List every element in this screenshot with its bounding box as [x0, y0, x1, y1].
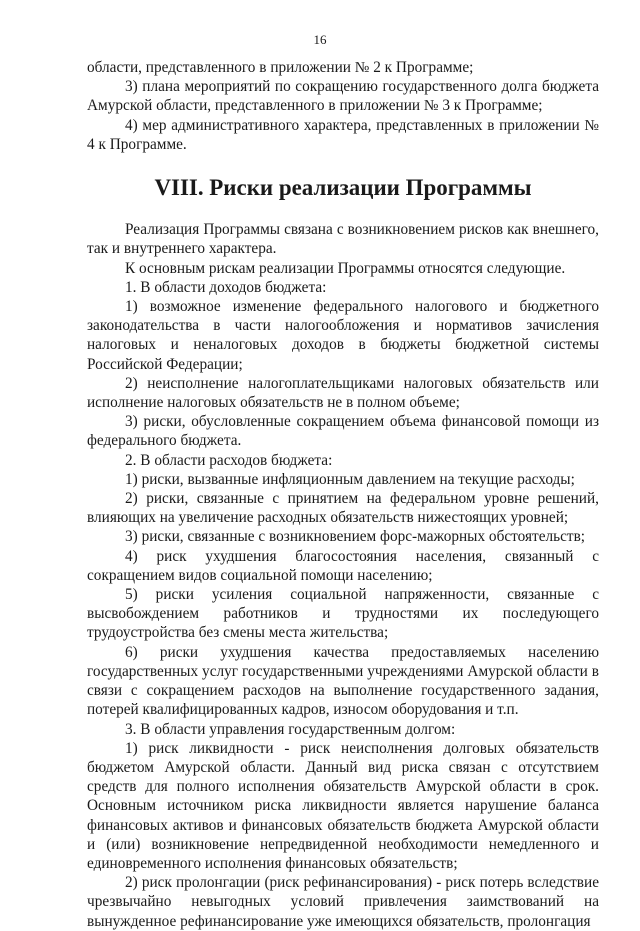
paragraph: 2) риски, связанные с принятием на федеральном уровне решений, влияющих на увеличение расходных обязательств нижестоящих уровней; [87, 490, 599, 527]
paragraph: 1) риски, вызванные инфляционным давлением на текущие расходы; [125, 470, 575, 488]
paragraph: 6) риски ухудшения качества предоставляемых населению государственных услуг государственными учреждениями Амурской области в связи с сокращением расходов на выполнение государственного задания, потерей квалифицированных кадров, износом оборудования и т.п. [87, 643, 599, 719]
paragraph: 3) риски, обусловленные сокращением объема финансовой помощи из федерального бюджета. [87, 413, 599, 450]
paragraph: 4) риск ухудшения благосостояния населения, связанный с сокращением видов социальной помощи населению; [87, 547, 599, 584]
page-number: 16 [313, 32, 327, 47]
paragraph: 3. В области управления государственным долгом: [125, 720, 456, 738]
paragraph: Реализация Программы связана с возникновением рисков как внешнего, так и внутреннего характера. [87, 221, 599, 258]
section-heading: VIII. Риски реализации Программы [154, 175, 532, 201]
paragraph: 5) риски усиления социальной напряженности, связанные с высвобождением работников и трудностями их последующего трудоустройства без смены места жительства; [87, 586, 599, 642]
paragraph: 4) мер административного характера, представленных в приложении № 4 к Программе. [87, 116, 599, 153]
paragraph: 1) риск ликвидности - риск неисполнения долговых обязательств бюджетом Амурской области. Данный вид риска связан с отсутствием средств для полного исполнения обязательств Амурской области в срок. Основным источником риска ликвидности является нарушение баланса финансовых активов и финансовых обязательств бюджета Амурской области и (или) возникновение непредвиденной необходимости немедленного и единовременного исполнения финансовых обязательств; [87, 739, 599, 872]
paragraph: 3) риски, связанные с возникновением форс-мажорных обстоятельств; [125, 528, 586, 546]
paragraph: 1. В области доходов бюджета: [125, 278, 327, 296]
section-paragraphs [87, 220, 599, 931]
paragraph: К основным рискам реализации Программы относятся следующие. [125, 259, 566, 277]
paragraph: 3) плана мероприятий по сокращению государственного долга бюджета Амурской области, представленного в приложении № 3 к Программе; [87, 78, 599, 115]
paragraph: области, представленного в приложении № 2 к Программе; [87, 59, 474, 76]
paragraph: 1) возможное изменение федерального налогового и бюджетного законодательства в части налогообложения и нормативов зачисления налоговых и неналоговых доходов в бюджеты бюджетной системы Российской Федерации; [87, 298, 599, 373]
paragraph: 2. В области расходов бюджета: [125, 451, 333, 469]
paragraph: 2) риск пролонгации (риск рефинансирования) - риск потерь вследствие чрезвычайно невыгодных условий привлечения заимствований на вынужденное рефинансирование уже имеющихся обязательств, пролонгация [87, 874, 599, 930]
document-body [87, 58, 599, 931]
intro-paragraphs [87, 58, 599, 154]
paragraph: 2) неисполнение налогоплательщиками налоговых обязательств или исполнение налоговых обязательств не в полном объеме; [87, 374, 599, 412]
